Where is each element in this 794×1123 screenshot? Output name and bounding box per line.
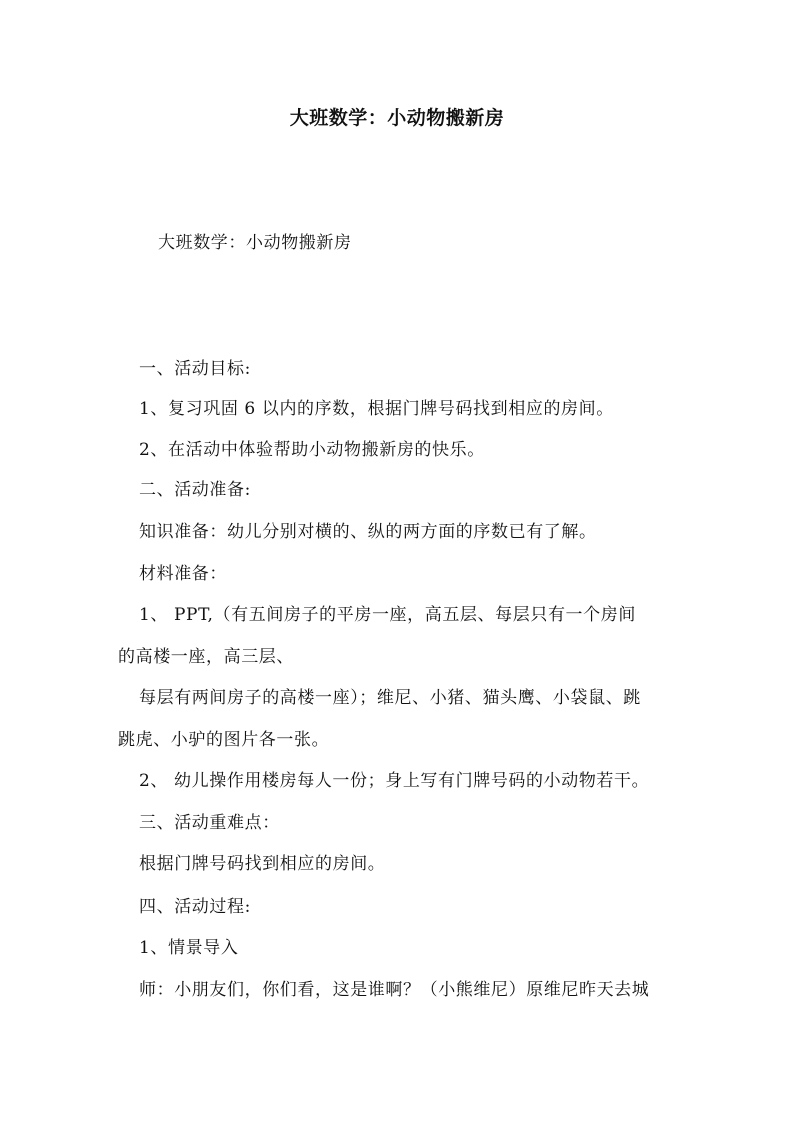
materials-item-1: 1、 PPT,（有五间房子的平房一座，高五层、每层只有一个房间 — [139, 605, 636, 625]
materials-item-1-cont3: 跳虎、小驴的图片各一张。 — [118, 730, 330, 750]
section-heading-process: 四、活动过程: — [139, 897, 251, 917]
goal-item-1: 1、复习巩固 6 以内的序数，根据门牌号码找到相应的房间。 — [139, 399, 614, 419]
materials-item-1-cont2: 每层有两间房子的高楼一座）；维尼、小猪、猫头鹰、小袋鼠、跳 — [139, 688, 641, 708]
knowledge-preparation: 知识准备：幼儿分别对横的、纵的两方面的序数已有了解。 — [139, 522, 597, 542]
section-heading-preparation: 二、活动准备: — [139, 480, 251, 500]
section-heading-goals: 一、活动目标: — [139, 359, 251, 379]
materials-item-1-cont: 的高楼一座，高三层、 — [118, 647, 294, 667]
materials-item-2: 2、 幼儿操作用楼房每人一份；身上写有门牌号码的小动物若干。 — [139, 771, 650, 791]
keypoint-text: 根据门牌号码找到相应的房间。 — [139, 854, 386, 874]
materials-heading: 材料准备： — [139, 564, 227, 584]
process-step-1: 1、情景导入 — [139, 938, 239, 958]
document-title: 大班数学：小动物搬新房 — [289, 107, 505, 129]
section-heading-keypoints: 三、活动重难点： — [139, 813, 280, 833]
teacher-dialogue: 师：小朋友们，你们看，这是谁啊？（小熊维尼）原维尼昨天去城 — [139, 980, 650, 1000]
document-subtitle: 大班数学：小动物搬新房 — [158, 233, 352, 253]
goal-item-2: 2、在活动中体验帮助小动物搬新房的快乐。 — [139, 440, 485, 460]
